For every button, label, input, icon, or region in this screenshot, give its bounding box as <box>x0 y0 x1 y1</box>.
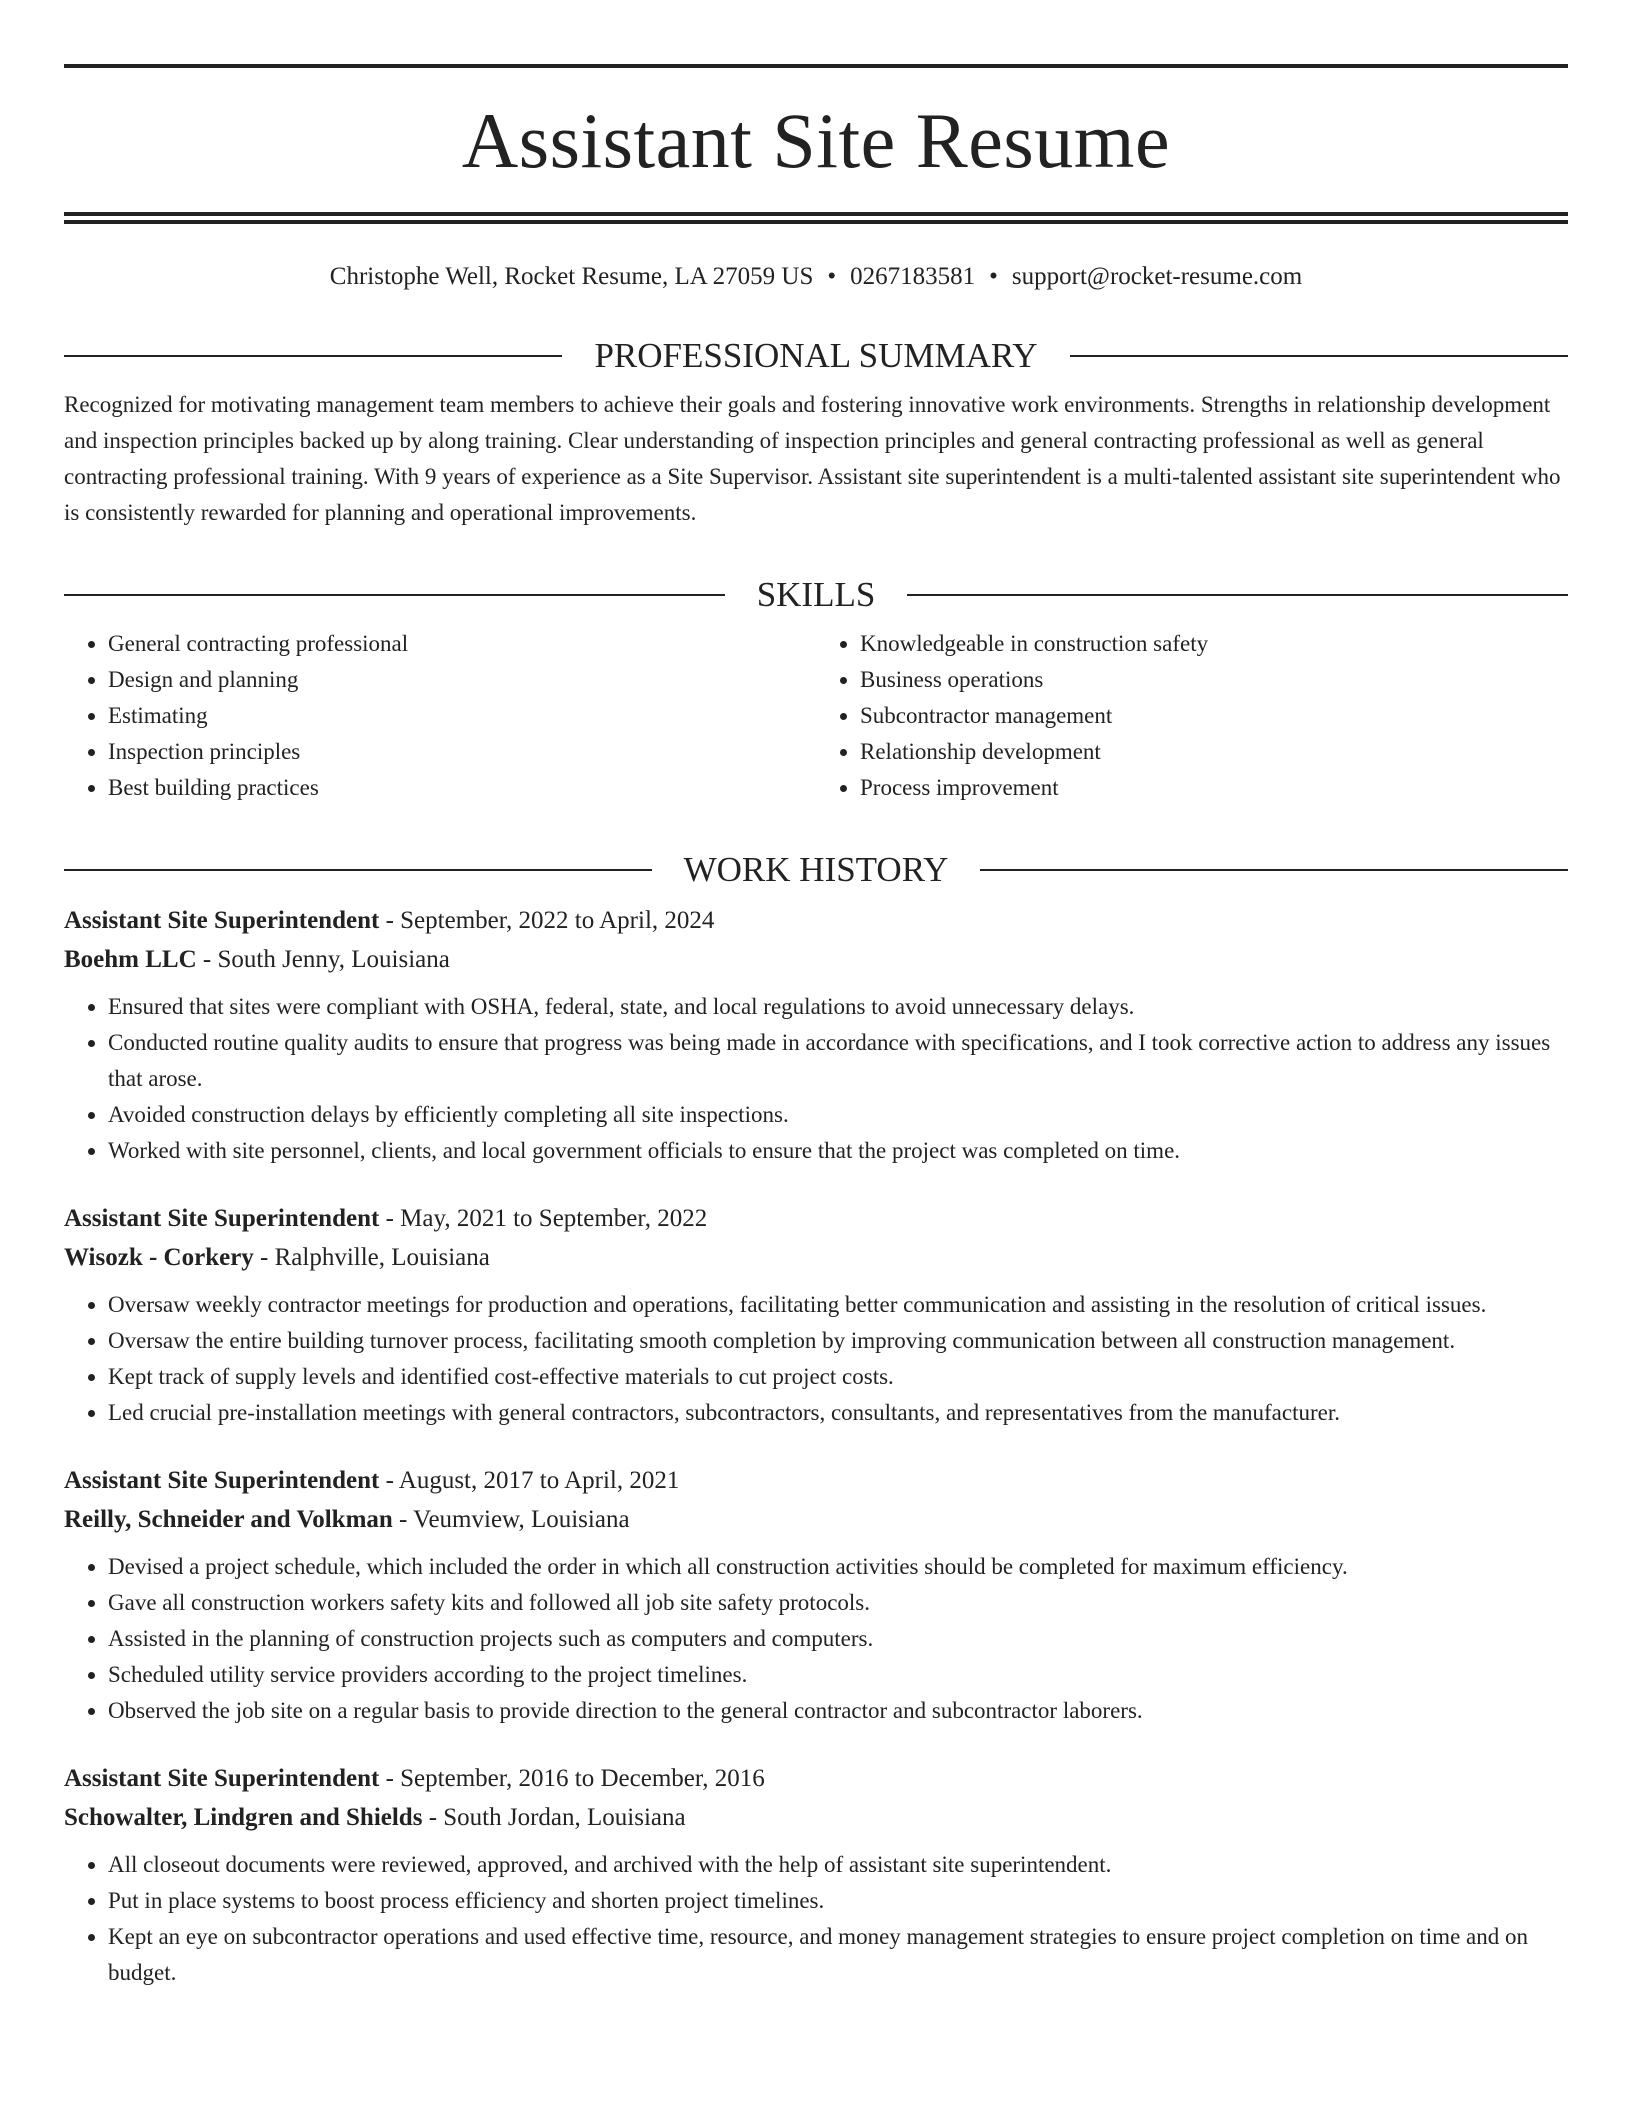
skill-item: • Relationship development <box>860 734 1568 770</box>
skill-item: • Subcontractor management <box>860 698 1568 734</box>
job-bullets <box>64 1287 1568 1431</box>
job-bullet: • Put in place systems to boost process efficiency and shorten project timelines. <box>108 1883 1568 1919</box>
work-heading: WORK HISTORY <box>683 850 949 889</box>
job-bullet: • Worked with site personnel, clients, and local government officials to ensure that the project was completed on time. <box>108 1133 1568 1169</box>
summary-text: Recognized for motivating management team members to achieve their goals and fostering innovative work environments. Strengths in relationship development and inspection principles backed up by along training. Clear understanding of inspection principles and general contracting professional as well as general contracting professional training. With 9 years of experience as a Site Supervisor. Assistant site superintendent is a multi-talented assistant site superintendent who is consistently rewarded for planning and operational improvements. <box>64 392 1561 525</box>
job-bullet: • All closeout documents were reviewed, approved, and archived with the help of assistant site superintendent. <box>108 1847 1568 1883</box>
skills-list-left <box>64 626 816 806</box>
job-company-line <box>64 940 1568 979</box>
job-company-line <box>64 1798 1568 1837</box>
job-bullet: • Avoided construction delays by efficiently completing all site inspections. <box>108 1097 1568 1133</box>
job-title: Assistant Site Superintendent <box>64 1467 380 1494</box>
skill-item: • Estimating <box>108 698 816 734</box>
summary-heading: PROFESSIONAL SUMMARY <box>594 336 1038 375</box>
job-title-line <box>64 1199 1568 1238</box>
skill-item: • Business operations <box>860 662 1568 698</box>
job-bullet: • Oversaw weekly contractor meetings for production and operations, facilitating better communication and assisting in the resolution of critical issues. <box>108 1287 1568 1323</box>
job-company: Schowalter, Lindgren and Shields <box>64 1804 423 1831</box>
job-company: Wisozk - Corkery <box>64 1244 254 1271</box>
job-title-line <box>64 1461 1568 1500</box>
top-rule <box>64 64 1568 68</box>
job-title-line <box>64 901 1568 940</box>
job-entry <box>64 901 1568 1169</box>
job-entry <box>64 1199 1568 1431</box>
job-dates: - May, 2021 to September, 2022 <box>379 1205 708 1232</box>
job-bullet: • Conducted routine quality audits to ensure that progress was being made in accordance with specifications, and I took corrective action to address any issues that arose. <box>108 1025 1568 1097</box>
contact-phone: 0267183581 <box>850 263 976 290</box>
job-bullet: • Ensured that sites were compliant with OSHA, federal, state, and local regulations to avoid unnecessary delays. <box>108 989 1568 1025</box>
heading-rule-right <box>907 594 1568 596</box>
job-title-line <box>64 1759 1568 1798</box>
job-bullets <box>64 1549 1568 1729</box>
title-double-rule <box>64 212 1568 224</box>
job-entry <box>64 1461 1568 1729</box>
skill-item: • Process improvement <box>860 770 1568 806</box>
job-bullets <box>64 989 1568 1169</box>
heading-rule-left <box>64 594 725 596</box>
skill-item: • Best building practices <box>108 770 816 806</box>
job-bullet: • Kept an eye on subcontractor operations and used effective time, resource, and money management strategies to ensure project completion on time and on budget. <box>108 1919 1568 1991</box>
heading-rule-right <box>1070 355 1568 357</box>
contact-line <box>64 262 1568 292</box>
skills-heading: SKILLS <box>756 575 876 614</box>
skill-item: • Knowledgeable in construction safety <box>860 626 1568 662</box>
job-entry <box>64 1759 1568 1991</box>
job-location: - South Jenny, Louisiana <box>196 946 450 973</box>
resume-title: Assistant Site Resume <box>461 97 1171 184</box>
job-location: - South Jordan, Louisiana <box>422 1804 686 1831</box>
contact-email: support@rocket-resume.com <box>1011 263 1303 290</box>
contact-separator: • <box>827 263 837 290</box>
job-dates: - September, 2022 to April, 2024 <box>379 907 715 934</box>
skill-item: • Design and planning <box>108 662 816 698</box>
job-dates: - September, 2016 to December, 2016 <box>379 1765 765 1792</box>
job-bullet: • Oversaw the entire building turnover process, facilitating smooth completion by improving communication between all construction management. <box>108 1323 1568 1359</box>
work-heading-row <box>64 852 1568 887</box>
job-title: Assistant Site Superintendent <box>64 1765 380 1792</box>
skills-columns <box>64 626 1568 806</box>
job-bullet: • Gave all construction workers safety kits and followed all job site safety protocols. <box>108 1585 1568 1621</box>
job-bullet: • Kept track of supply levels and identified cost-effective materials to cut project costs. <box>108 1359 1568 1395</box>
skill-item: • General contracting professional <box>108 626 816 662</box>
skills-list-right <box>816 626 1568 806</box>
contact-address: Christophe Well, Rocket Resume, LA 27059 US <box>329 263 814 290</box>
job-bullet: • Devised a project schedule, which included the order in which all construction activities should be completed for maximum efficiency. <box>108 1549 1568 1585</box>
heading-rule-left <box>64 355 562 357</box>
job-title: Assistant Site Superintendent <box>64 1205 380 1232</box>
job-bullet: • Scheduled utility service providers according to the project timelines. <box>108 1657 1568 1693</box>
heading-rule-right <box>980 869 1568 871</box>
skills-heading-row <box>64 577 1568 612</box>
job-bullet: • Assisted in the planning of construction projects such as computers and computers. <box>108 1621 1568 1657</box>
job-dates: - August, 2017 to April, 2021 <box>379 1467 680 1494</box>
job-location: - Ralphville, Louisiana <box>253 1244 490 1271</box>
job-company: Boehm LLC <box>64 946 197 973</box>
contact-separator: • <box>989 263 998 290</box>
job-title: Assistant Site Superintendent <box>64 907 380 934</box>
skill-item: • Inspection principles <box>108 734 816 770</box>
job-bullet: • Led crucial pre-installation meetings with general contractors, subcontractors, consultants, and representatives from the manufacturer. <box>108 1395 1568 1431</box>
job-bullets <box>64 1847 1568 1991</box>
job-company-line <box>64 1238 1568 1277</box>
job-company: Reilly, Schneider and Volkman <box>64 1506 393 1533</box>
job-company-line <box>64 1500 1568 1539</box>
heading-rule-left <box>64 869 652 871</box>
summary-heading-row <box>64 338 1568 373</box>
job-location: - Veumview, Louisiana <box>392 1506 630 1533</box>
job-bullet: • Observed the job site on a regular basis to provide direction to the general contractor and subcontractor laborers. <box>108 1693 1568 1729</box>
